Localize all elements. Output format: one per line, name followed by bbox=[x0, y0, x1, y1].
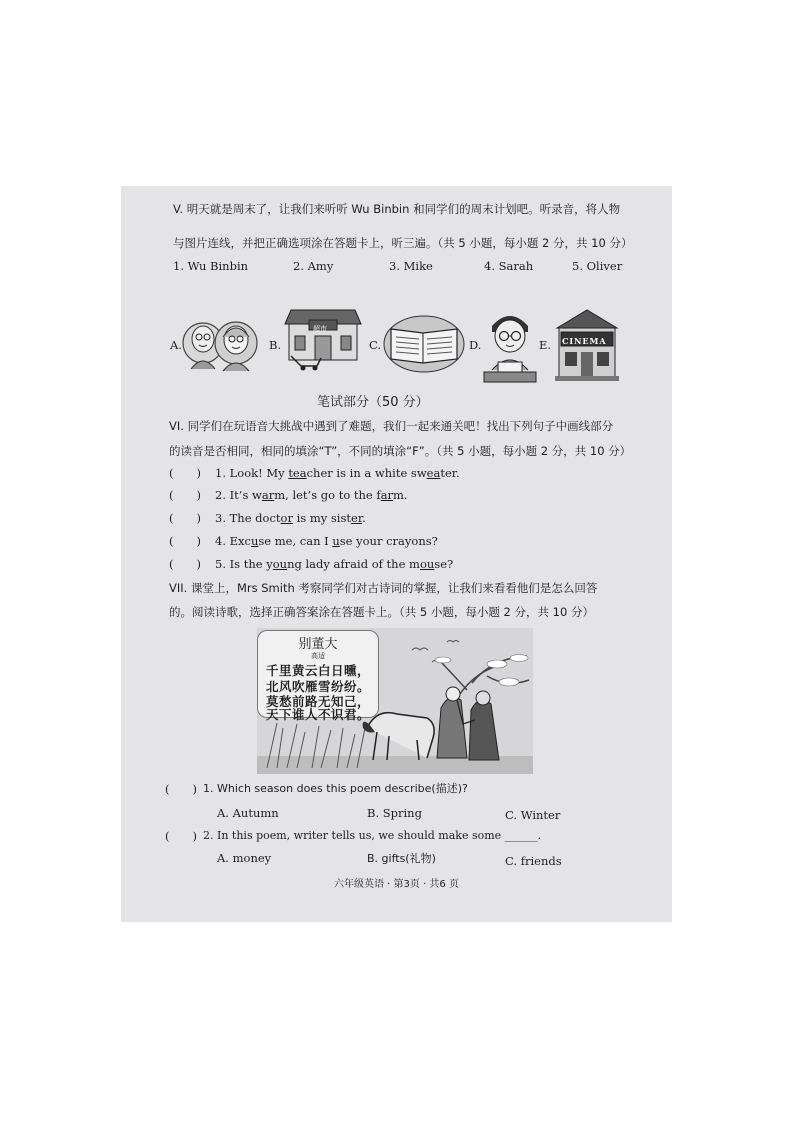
text-segment: It’s w bbox=[229, 488, 262, 502]
underlined-letters: tea bbox=[288, 466, 307, 480]
phonics-sentence bbox=[215, 534, 438, 548]
person-1: 1. Wu Binbin bbox=[173, 259, 249, 273]
question-2-option-c: C. friends bbox=[505, 854, 562, 868]
person-4: 4. Sarah bbox=[484, 259, 534, 273]
poem-text-box bbox=[257, 630, 379, 722]
underlined-letters: u bbox=[250, 534, 259, 548]
book-picture bbox=[383, 315, 465, 373]
person-3: 3. Mike bbox=[389, 259, 433, 273]
phonics-sentence bbox=[215, 466, 460, 480]
text-segment: . bbox=[362, 511, 366, 525]
text-segment: Exc bbox=[229, 534, 251, 548]
section7-heading-line2: 的。阅读诗歌，选择正确答案涂在答题卡上。（共 5 小题，每小题 2 分，共 10 分） bbox=[169, 605, 594, 619]
poem-line: 千里黄云白日曛， bbox=[266, 663, 371, 678]
poem-line: 天下谁人不识君。 bbox=[266, 707, 371, 722]
question-1-option-b: B. Spring bbox=[367, 806, 422, 820]
text-segment: se? bbox=[434, 557, 454, 571]
underlined-letters: ar bbox=[380, 488, 394, 502]
underlined-letters: ou bbox=[419, 557, 435, 571]
option-a-label: A. bbox=[170, 338, 182, 352]
text-segment: Look! My bbox=[229, 466, 289, 480]
underlined-letters: ar bbox=[261, 488, 275, 502]
text-segment: m, let’s go to the f bbox=[274, 488, 381, 502]
item-number: 5. bbox=[215, 557, 226, 571]
underlined-letters: u bbox=[332, 534, 340, 548]
poem-title: 别董大 bbox=[298, 637, 338, 652]
section6-heading-line1: VI. 同学们在玩语音大挑战中遇到了难题，我们一起来通关吧！找出下列句子中画线部分 bbox=[169, 419, 614, 433]
text-segment: is my sist bbox=[292, 511, 352, 525]
supermarket-picture bbox=[281, 306, 365, 372]
option-c-label: C. bbox=[369, 338, 382, 352]
answer-blank[interactable]: ( ) bbox=[169, 557, 201, 571]
section5-heading-line1: V. 明天就是周末了，让我们来听听 Wu Binbin 和同学们的周末计划吧。听录音，将人物 bbox=[173, 202, 621, 216]
question-1-text: 1. Which season does this poem describe(描述)? bbox=[203, 782, 468, 795]
section7-heading-line1: VII. 课堂上，Mrs Smith 考察同学们对古诗词的掌握，让我们来看看他们是怎么回答 bbox=[169, 581, 598, 595]
exam-page bbox=[121, 186, 672, 922]
answer-blank[interactable]: ( ) bbox=[169, 534, 201, 548]
question-1-option-c: C. Winter bbox=[505, 808, 561, 822]
answer-blank[interactable]: ( ) bbox=[165, 829, 197, 843]
section6-heading-line2: 的读音是否相同，相同的填涂“T”，不同的填涂“F”。（共 5 小题，每小题 2 分，共 10 分） bbox=[169, 444, 632, 458]
poem-line: 莫愁前路无知己， bbox=[266, 694, 371, 709]
text-segment: ter. bbox=[440, 466, 460, 480]
phonics-sentence bbox=[215, 557, 453, 571]
person-2: 2. Amy bbox=[293, 259, 334, 273]
item-number: 2. bbox=[215, 488, 226, 502]
answer-blank[interactable]: ( ) bbox=[169, 466, 201, 480]
boy-reading-picture bbox=[482, 306, 538, 384]
option-b-label: B. bbox=[269, 338, 282, 352]
option-d-label: D. bbox=[469, 338, 482, 352]
text-segment: Is the y bbox=[229, 557, 273, 571]
poem-line: 北风吹雁雪纷纷。 bbox=[266, 679, 371, 694]
item-number: 4. bbox=[215, 534, 226, 548]
underlined-letters: or bbox=[280, 511, 293, 525]
underlined-letters: ea bbox=[426, 466, 441, 480]
underlined-letters: ou bbox=[272, 557, 288, 571]
question-1-option-a: A. Autumn bbox=[217, 806, 279, 820]
text-segment: cher is in a white sw bbox=[306, 466, 427, 480]
written-part-title: 笔试部分（50 分） bbox=[317, 395, 429, 410]
poem-author: 高适 bbox=[311, 652, 325, 660]
phonics-sentence bbox=[215, 488, 408, 502]
item-number: 1. bbox=[215, 466, 226, 480]
question-2-option-b: B. gifts(礼物) bbox=[367, 852, 436, 865]
text-segment: ng lady afraid of the m bbox=[287, 557, 420, 571]
question-2-option-a: A. money bbox=[217, 851, 272, 865]
section5-heading-line2: 与图片连线，并把正确选项涂在答题卡上，听三遍。（共 5 小题，每小题 2 分，共 10 分） bbox=[173, 236, 633, 250]
person-5: 5. Oliver bbox=[572, 259, 623, 273]
answer-blank[interactable]: ( ) bbox=[165, 782, 197, 796]
question-2-text: 2. In this poem, writer tells us, we should make some ______. bbox=[203, 829, 542, 842]
page-footer: 六年级英语 · 第3页 · 共6 页 bbox=[334, 879, 459, 890]
item-number: 3. bbox=[215, 511, 226, 525]
text-segment: se your crayons? bbox=[339, 534, 438, 548]
grandparents-picture bbox=[181, 313, 265, 375]
answer-blank[interactable]: ( ) bbox=[169, 511, 201, 525]
text-segment: The doct bbox=[229, 511, 281, 525]
option-e-label: E. bbox=[539, 338, 552, 352]
phonics-sentence bbox=[215, 511, 366, 525]
text-segment: se me, can I bbox=[258, 534, 333, 548]
text-segment: m. bbox=[393, 488, 408, 502]
underlined-letters: er bbox=[351, 511, 363, 525]
supermarket-sign: 超市 bbox=[313, 325, 327, 333]
answer-blank[interactable]: ( ) bbox=[169, 488, 201, 502]
cinema-sign: CINEMA bbox=[562, 336, 607, 346]
